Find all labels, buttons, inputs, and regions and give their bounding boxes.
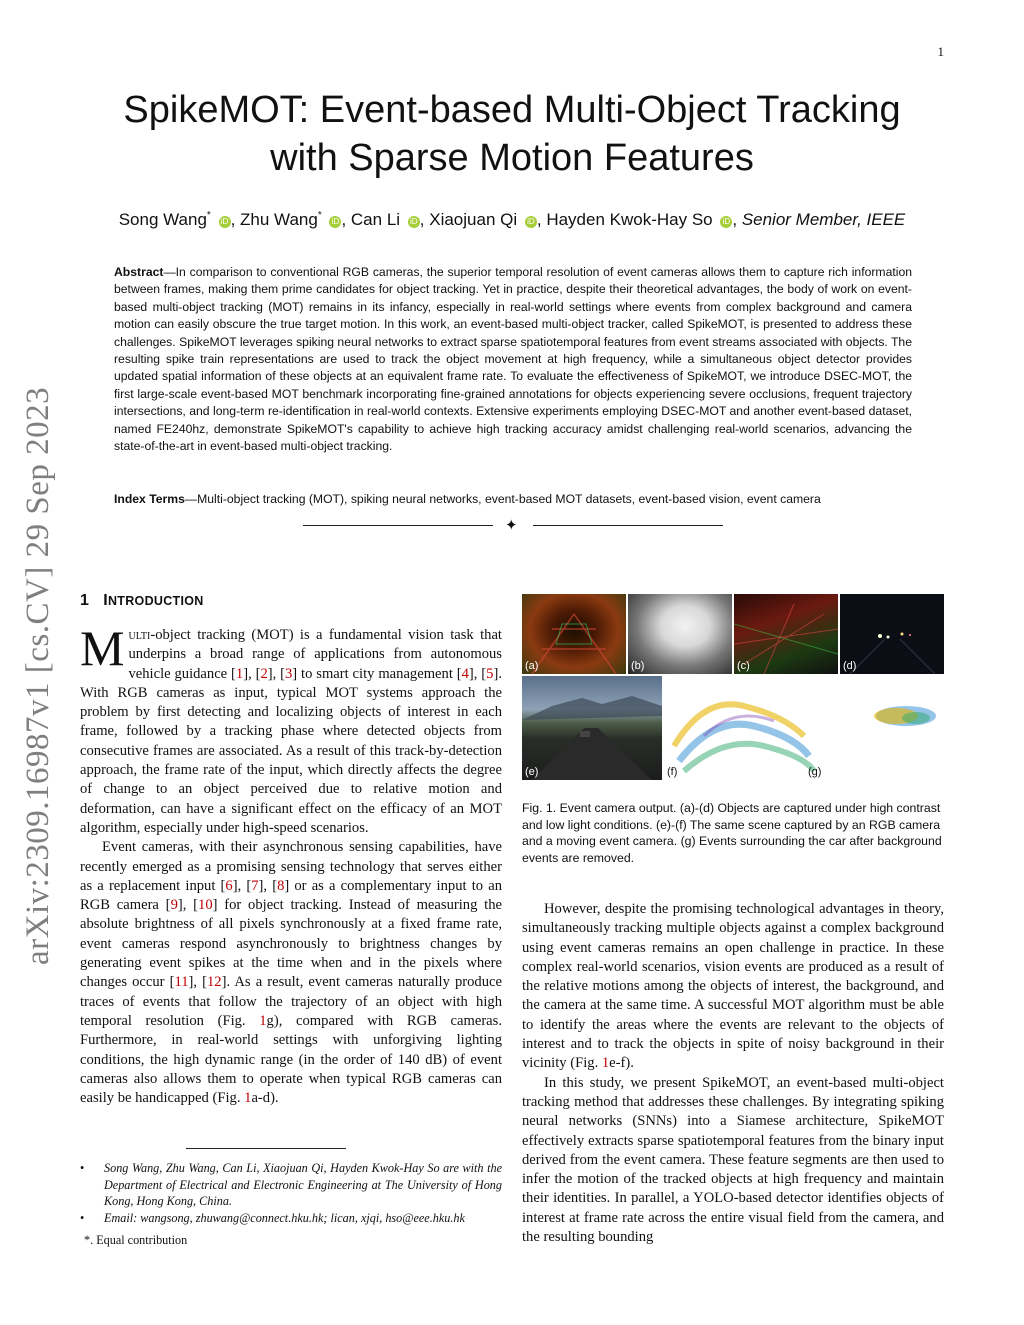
figure-panel-f — [664, 676, 814, 780]
section-first-letter: I — [103, 592, 108, 609]
abstract-label: Abstract — [114, 265, 164, 279]
footnote-email — [80, 1210, 502, 1227]
figure-link[interactable]: 1 — [244, 1090, 252, 1107]
section-title-rest: NTRODUCTION — [107, 594, 204, 608]
citation-separator: ], [ — [468, 665, 487, 682]
left-column-body — [80, 620, 502, 1108]
author-name: Xiaojuan Qi — [429, 210, 518, 229]
paragraph-text: ] to smart city management [ — [292, 665, 462, 682]
author-list: Song Wang* iD , Zhu Wang* iD , Can Li iD , Xiaojuan Qi iD , Hayden Kwok-Hay So iD , Senior Member, IEEE — [118, 210, 906, 229]
abstract-text: —In comparison to conventional RGB cameras, the superior temporal resolution of event cameras allows them to capture rich information between frames, making them prime candidates for object tracking. Yet in practice, despite their theoretical advantages, the body of work on event-based multi-object tracking (MOT) remains in its infancy, especially in real-world settings where events from complex background and camera motion can easily obscure the true target motion. In this work, an event-based multi-object tracker, called SpikeMOT, is presented to address these challenges. SpikeMOT leverages spiking neural networks to extract sparse spatiotemporal features from event streams associated with objects. The resulting spike train representations are used to track the object movement at high frequency, while a simultaneous object detector provides updated spatial information of these objects at an equivalent frame rate. To evaluate the effectiveness of SpikeMOT, we introduce DSEC-MOT, the first large-scale event-based MOT benchmark incorporating fine-grained annotations for objects experiencing severe occlusions, frequent trajectory intersections, and long-term re-identification in real-world contexts. Extensive experiments employing DSEC-MOT and another event-based dataset, named FE240hz, demonstrate SpikeMOT's capability to achieve high tracking accuracy amidst challenging real-world scenarios, advancing the state-of-the-art in event-based multi-object tracking. — [114, 265, 912, 454]
citation-link[interactable]: 11 — [174, 974, 189, 991]
page-number: 1 — [937, 44, 944, 59]
author-name: Can Li — [350, 210, 401, 229]
panel-label-e: (e) — [525, 766, 539, 778]
orcid-icon[interactable]: iD — [525, 216, 537, 228]
section-separator — [303, 517, 723, 535]
rgb-road-image — [522, 676, 662, 780]
index-terms-label: Index Terms — [114, 492, 185, 506]
footnote-equal-contribution: *. Equal contribution — [84, 1233, 188, 1247]
figure-panel-letter: g — [266, 1012, 274, 1029]
equal-contribution-mark: * — [206, 210, 211, 221]
paragraph-text: Event cameras, with their asynchronous sensing capabilities, have recently emerged as a promising sensing technology that serves either as a replacement input [ — [80, 839, 502, 894]
figure-panel-c — [734, 594, 838, 674]
citation-link[interactable]: 7 — [251, 877, 259, 894]
citation-separator: ], [ — [243, 665, 261, 682]
orcid-icon[interactable]: iD — [408, 216, 420, 228]
paper-title — [60, 86, 964, 182]
event-cloud-image — [664, 676, 814, 780]
panel-label-f: (f) — [667, 766, 678, 778]
car-events-image — [816, 676, 944, 780]
drop-cap: M — [80, 620, 125, 676]
orcid-icon[interactable]: iD — [219, 216, 231, 228]
section-number: 1 — [80, 592, 90, 609]
intro-paragraph-4: In this study, we present SpikeMOT, an event-based multi-object tracking method that addresses these challenges. By integrating spiking neural networks (SNNs) into a Siamese architecture, SpikeMOT effectively extracts sparse spatiotemporal features from the binary input derived from the event camera. These feature segments are then used to infer the motion of the tracked objects at high frequency and maintain their identities. In parallel, a YOLO-based detector identifies objects of interest at frame rate across the entire visual field from the camera, and the resulting bounding — [522, 1074, 944, 1246]
bullet-icon: • — [80, 1161, 85, 1175]
figure-link[interactable]: 1 — [259, 1012, 267, 1029]
citation-link[interactable]: 5 — [486, 665, 494, 682]
paragraph-text: ]. As a result, event cameras naturally produce traces of events that follow the trajectory of an object with high temporal resolution (Fig. — [80, 974, 502, 1029]
panel-label-g: (g) — [808, 766, 822, 778]
panel-label-c: (c) — [737, 660, 750, 672]
abstract — [114, 264, 912, 455]
figure-panel-a — [522, 594, 626, 674]
title-line-1: SpikeMOT: Event-based Multi-Object Tracking — [123, 89, 901, 131]
figure-panel-e — [522, 676, 662, 780]
ieee-membership: Senior Member, IEEE — [741, 210, 906, 229]
author-name: Song Wang — [118, 210, 207, 229]
citation-separator: ], [ — [232, 877, 252, 894]
orcid-icon[interactable]: iD — [720, 216, 732, 228]
author-name: Zhu Wang — [240, 210, 318, 229]
intro-paragraph-2 — [80, 838, 502, 1108]
right-column-body — [522, 900, 944, 1247]
paragraph-text: -object tracking (MOT) is a fundamental vision task that underpins a broad range of applications from autonomous vehicle guidance [ — [128, 627, 502, 682]
intro-paragraph-1 — [80, 620, 502, 838]
citation-link[interactable]: 12 — [207, 974, 222, 991]
citation-link[interactable]: 8 — [277, 877, 285, 894]
paragraph-text: However, despite the promising technological advantages in theory, simultaneously tracking multiple objects against a complex background using event cameras remains an open challenge in practice. In these complex real-world scenarios, vision events are produced as a result of the relative motions among the objects of interest, the background, and the camera at the same time. A successful MOT algorithm must be able to identify the areas where the events are relevant to the objects of interest and to track the objects in spite of noisy background in their vicinity (Fig. — [522, 901, 944, 1072]
footnote-rule — [186, 1148, 346, 1149]
panel-label-b: (b) — [631, 660, 645, 672]
orcid-icon[interactable]: iD — [329, 216, 341, 228]
panel-label-d: (d) — [843, 660, 857, 672]
citation-separator: ], [ — [188, 974, 207, 991]
paragraph-text: ] for object tracking. Instead of measuring the absolute brightness of all pixels synchronously at a fixed frame rate, event cameras respond asynchronously to brightness changes by generating event spikes at the time when and in the pixels where changes occur [ — [80, 897, 502, 991]
figure-1 — [522, 594, 944, 780]
citation-link[interactable]: 3 — [285, 665, 293, 682]
citation-link[interactable]: 10 — [198, 897, 213, 914]
separator-line-right — [533, 525, 723, 526]
separator-line-left — [303, 525, 493, 526]
index-terms — [114, 491, 912, 508]
panel-label-a: (a) — [525, 660, 539, 672]
citation-link[interactable]: 9 — [170, 897, 178, 914]
citation-link[interactable]: 6 — [225, 877, 233, 894]
figure-caption: Fig. 1. Event camera output. (a)-(d) Objects are captured under high contrast and low light conditions. (e)-(f) The same scene captured by an RGB camera and a moving event camera. (g) Events surrounding the car after background events are removed. — [522, 801, 942, 865]
paragraph-text: ] or as a complementary input to an RGB camera [ — [80, 877, 502, 914]
footnote-text: Song Wang, Zhu Wang, Can Li, Xiaojuan Qi, Hayden Kwok-Hay So are with the Department of Electrical and Electronic Engineering at The University of Hong Kong, Hong Kong, China. — [104, 1161, 502, 1208]
footnote-affiliation — [80, 1160, 502, 1210]
paragraph-text: ), compared with RGB cameras. Furthermore, in real-world settings with unforgiving lighting conditions, the high dynamic range (in the order of 140 dB) of event cameras also allows them to operate when typical RGB cameras can easily be handicapped (Fig. — [80, 1012, 502, 1107]
figure-link[interactable]: 1 — [601, 1055, 610, 1072]
footnotes — [80, 1160, 502, 1249]
figure-panel-b — [628, 594, 732, 674]
citation-link[interactable]: 1 — [235, 665, 244, 682]
citation-separator: ], [ — [267, 665, 285, 682]
citation-link[interactable]: 2 — [260, 665, 268, 682]
paragraph-text: e-f). — [609, 1055, 634, 1072]
arxiv-identifier-stamp[interactable]: arXiv:2309.16987v1 [cs.CV] 29 Sep 2023 — [20, 386, 56, 965]
figure-panel-g — [808, 676, 944, 780]
smallcaps-word: ulti — [128, 627, 151, 643]
citation-link[interactable]: 4 — [461, 665, 469, 682]
figure-panel-d — [840, 594, 944, 674]
bullet-icon: • — [80, 1210, 85, 1225]
paragraph-text: ]. With RGB cameras as input, typical MOT systems approach the problem by first detecting and localizing objects of interest in each frame, followed by a tracking phase where detected objects from consecutive frames are associated. As a result of this track-by-detection approach, the frame rate of the input, which directly affects the degree of change to an object perceived due to relative motion and deformation, can have a significant effect on the efficacy of an MOT algorithm, especially under high-speed scenarios. — [80, 665, 502, 836]
paragraph-text: a-d). — [251, 1090, 279, 1107]
citation-separator: ], [ — [177, 897, 199, 914]
citation-separator: ], [ — [258, 877, 278, 894]
separator-star-icon: ✦ — [505, 518, 518, 534]
section-heading-introduction — [80, 592, 204, 610]
author-name: Hayden Kwok-Hay So — [546, 210, 713, 229]
intro-paragraph-3 — [522, 900, 944, 1074]
equal-contribution-mark: * — [317, 210, 322, 221]
title-line-2: with Sparse Motion Features — [270, 137, 754, 179]
footnote-text: Email: wangsong, zhuwang@connect.hku.hk; lican, xjqi, hso@eee.hku.hk — [104, 1210, 465, 1225]
index-terms-text: —Multi-object tracking (MOT), spiking neural networks, event-based MOT datasets, event-based vision, event camera — [184, 492, 821, 506]
